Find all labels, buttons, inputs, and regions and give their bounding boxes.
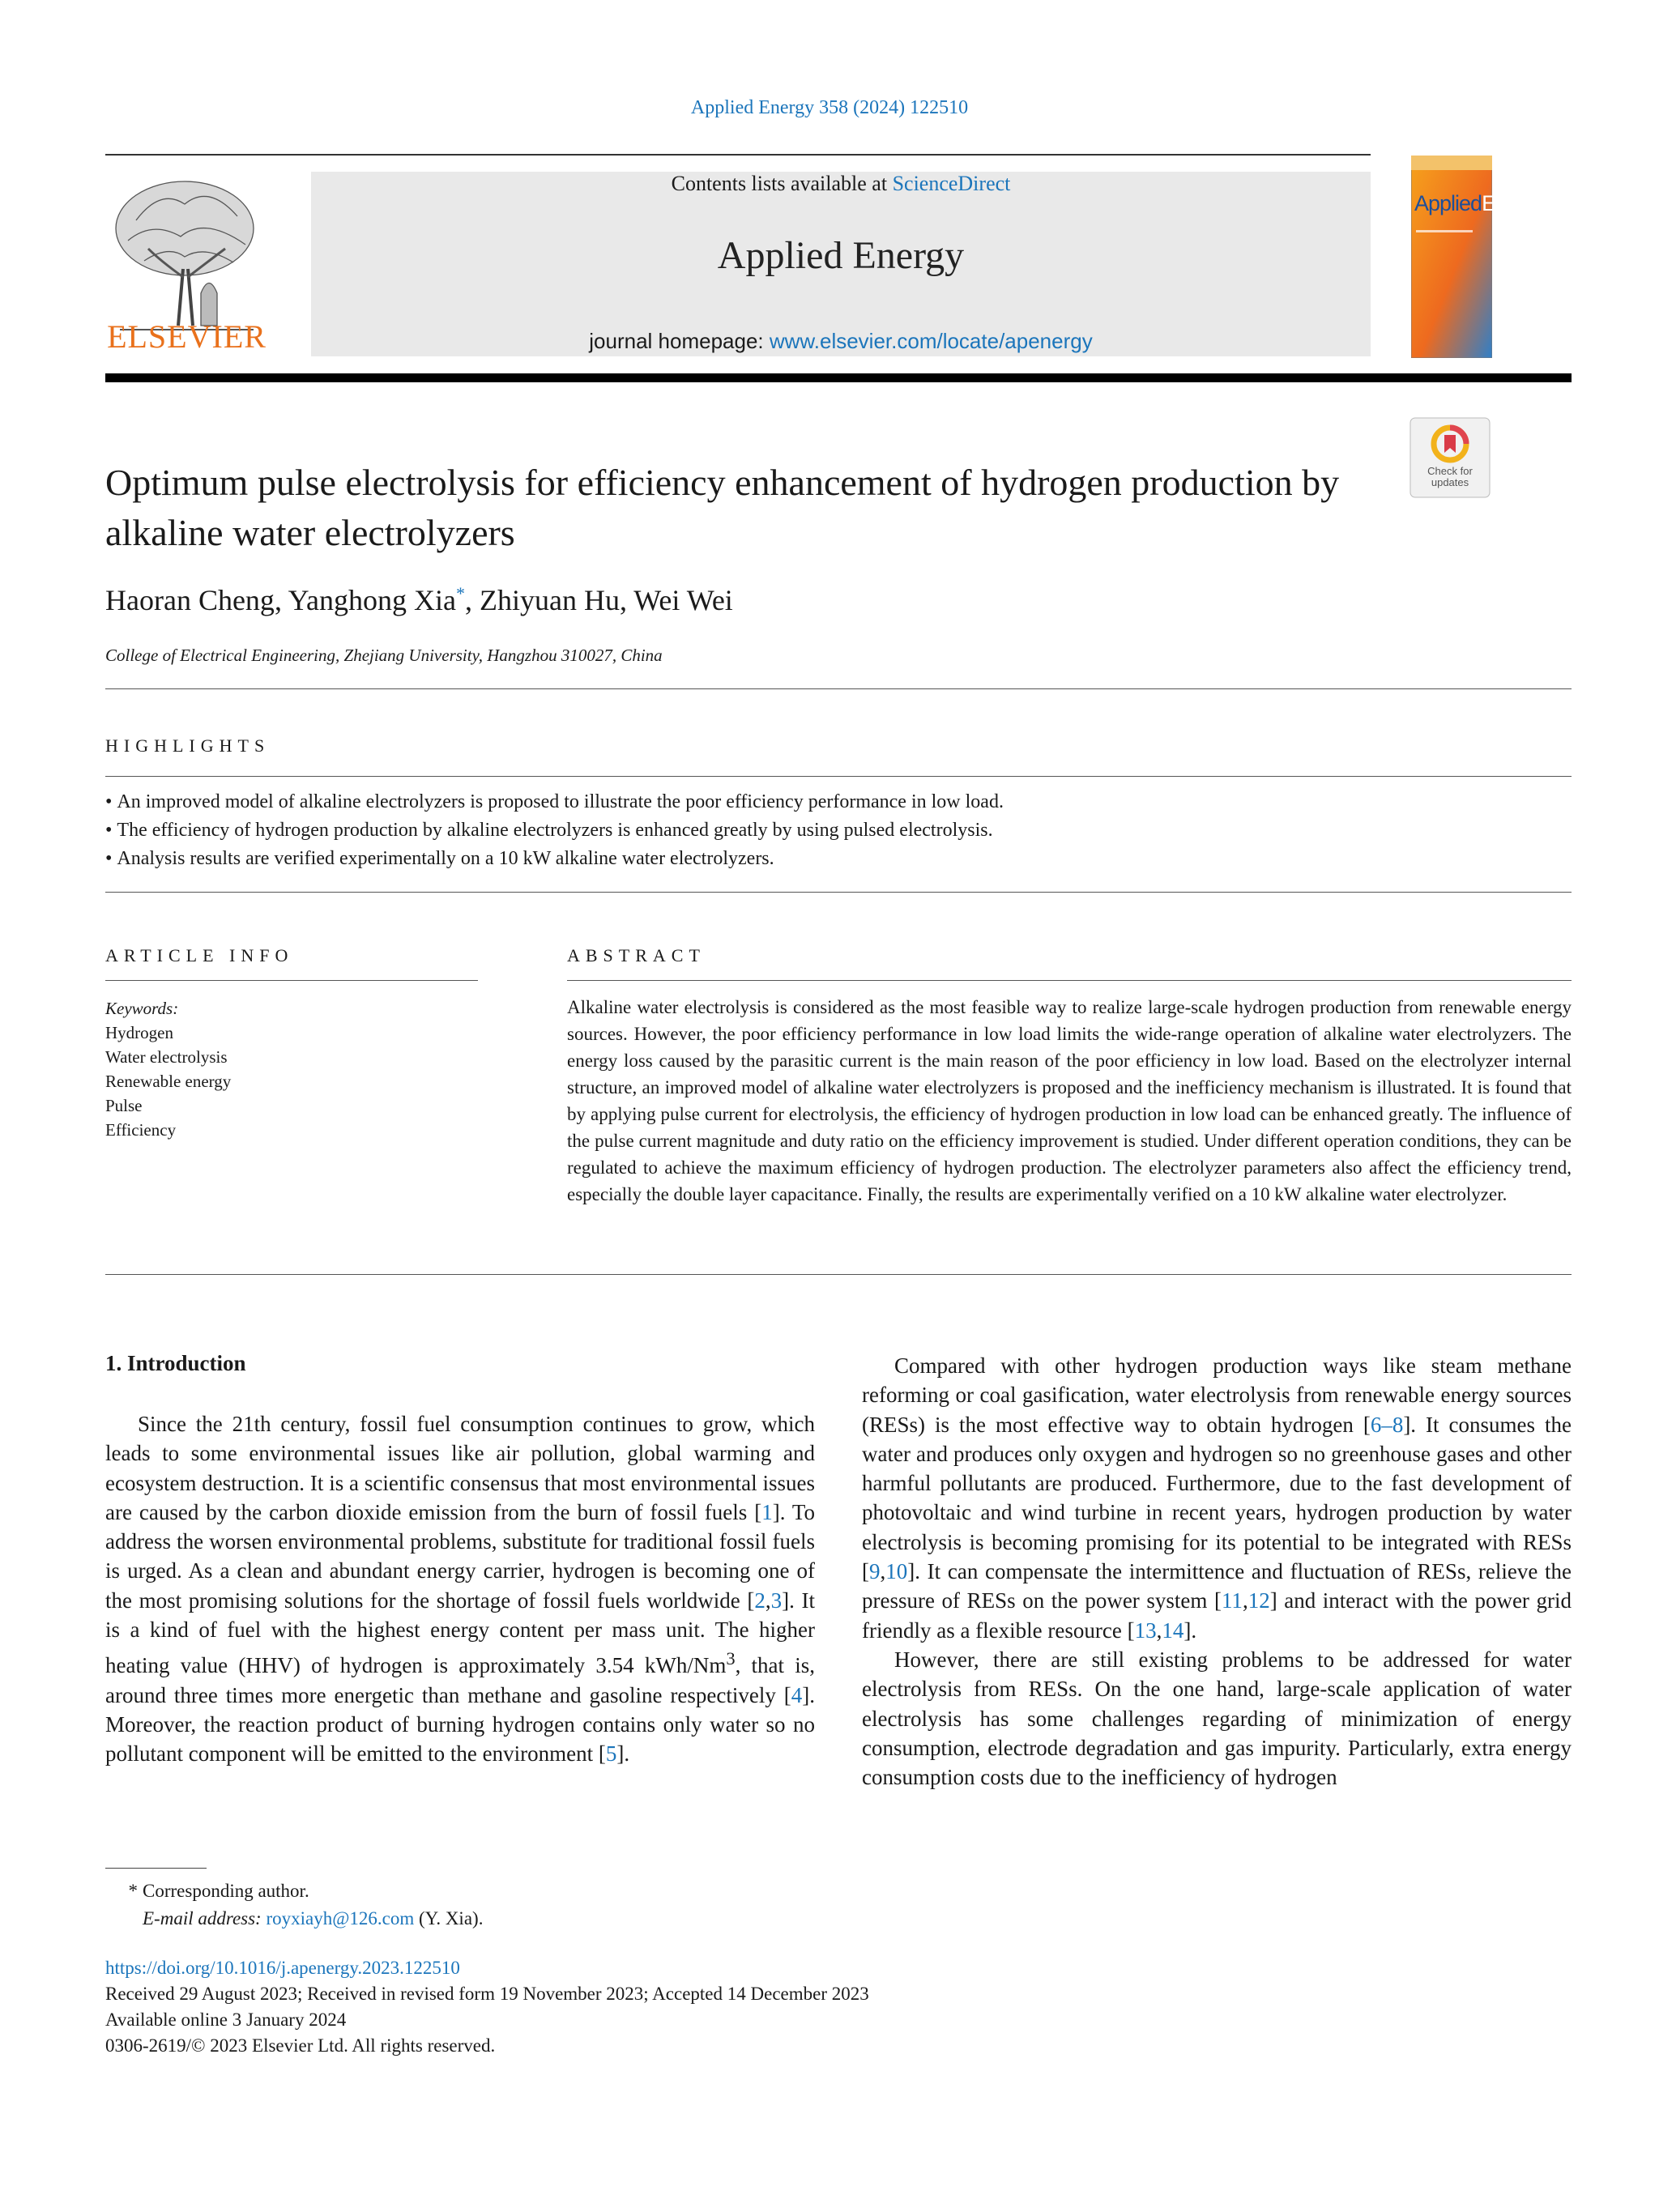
email-label: E-mail address: xyxy=(143,1908,262,1929)
text-run: ]. Moreover, the reaction product of burning hydrogen contains only water so no pollutant component will be emitted to the environment [ xyxy=(105,1682,815,1767)
citation-link[interactable]: 5 xyxy=(605,1741,617,1767)
journal-title: Applied Energy xyxy=(717,234,965,277)
abstract-heading: ABSTRACT xyxy=(567,945,706,965)
cover-image-icon xyxy=(1411,156,1492,358)
divider xyxy=(105,1274,1572,1275)
contents-prefix: Contents lists available at xyxy=(671,172,893,195)
check-label-line-2: updates xyxy=(1431,476,1469,488)
text-run: ]. It can compensate the intermittence and fluctuation of RESs, relieve the pressure of RESs on the power system [ xyxy=(862,1559,1572,1613)
check-for-updates-badge[interactable] xyxy=(1410,417,1491,498)
citation-link[interactable]: 14 xyxy=(1162,1617,1184,1643)
author-name[interactable]: Wei Wei xyxy=(633,584,733,616)
check-label-line-1: Check for xyxy=(1427,465,1473,477)
cover-title-b: Energy xyxy=(1482,191,1546,215)
author-separator: , xyxy=(464,584,480,616)
article-title: Optimum pulse electrolysis for efficiency enhancement of hydrogen production by alkaline water electrolyzers xyxy=(105,462,1340,553)
article-info-heading: ARTICLE INFO xyxy=(105,945,294,965)
author-name[interactable]: Zhiyuan Hu xyxy=(479,584,620,616)
intro-column-left xyxy=(105,1409,815,1769)
author-list xyxy=(105,583,733,617)
highlight-item: • An improved model of alkaline electrolyzers is proposed to illustrate the poor efficiency performance in low load. xyxy=(105,788,1572,816)
available-online: Available online 3 January 2024 xyxy=(105,2010,347,2030)
affiliation: College of Electrical Engineering, Zhejiang University, Hangzhou 310027, China xyxy=(105,646,663,665)
journal-cover-thumbnail[interactable] xyxy=(1411,156,1546,358)
text-run: ]. It consumes the water and produces only oxygen and hydrogen so no greenhouse gases and other harmful pollutants are produced. Furthermore, due to the fast development of photovoltaic and wind turbine in recent years, hydrogen production by water electrolysis is becoming promising for its potential to be integrated with RESs [ xyxy=(862,1412,1572,1584)
citation-link[interactable]: 10 xyxy=(885,1559,908,1584)
citation-link[interactable]: 2 xyxy=(754,1588,766,1613)
text-run: ]. To address the worsen environmental problems, substitute for traditional fossil fuels is urged. As a clean and abundant energy carrier, hydrogen is becoming one of the most promising solutions for the shortage of fossil fuels worldwide [ xyxy=(105,1499,815,1613)
text-run: , xyxy=(1156,1617,1162,1643)
highlights-heading: HIGHLIGHTS xyxy=(105,735,271,756)
footnote-mark: * xyxy=(128,1881,138,1901)
homepage-line xyxy=(311,329,1371,354)
text-run: , xyxy=(1242,1588,1248,1613)
intro-paragraph: However, there are still existing problems to be addressed for water electrolysis from RESs. On the one hand, large-scale application of water electrolysis has some challenges regarding of minimization of energy consumption, electrode degradation and gas impurity. Particularly, extra energy consumption costs due to the inefficiency of hydrogen xyxy=(862,1647,1572,1790)
email-suffix: (Y. Xia). xyxy=(414,1908,484,1929)
text-run: Since the 21th century, fossil fuel consumption continues to grow, which leads to some environmental issues like air pollution, global warming and ecosystem destruction. It is a scientific consensus that most environmental issues are caused by the carbon dioxide emission from the burn of fossil fuels [ xyxy=(105,1412,815,1524)
text-run: Compared with other hydrogen production ways like steam methane reforming or coal gasification, water electrolysis from renewable energy sources (RESs) is the most effective way to obtain hydrogen [ xyxy=(862,1353,1572,1437)
keyword: Hydrogen xyxy=(105,1023,173,1042)
intro-paragraph xyxy=(862,1351,1572,1645)
citation-link[interactable]: 12 xyxy=(1247,1588,1270,1613)
text-run: , xyxy=(765,1588,771,1613)
sciencedirect-link[interactable]: ScienceDirect xyxy=(892,172,1011,195)
highlights-list xyxy=(105,788,1572,873)
email-link[interactable]: royxiayh@126.com xyxy=(266,1908,415,1929)
author-separator: , xyxy=(619,584,634,616)
intro-paragraph xyxy=(105,1409,815,1769)
elsevier-wordmark: ELSEVIER xyxy=(107,318,267,355)
keywords-label: Keywords: xyxy=(105,999,179,1018)
citation-link[interactable]: 3 xyxy=(770,1588,783,1613)
elsevier-logo xyxy=(104,172,270,358)
text-run: ]. xyxy=(616,1741,630,1767)
superscript: 3 xyxy=(726,1648,736,1669)
contents-line xyxy=(311,172,1371,196)
divider xyxy=(105,776,1572,777)
citation-link[interactable]: 11 xyxy=(1221,1588,1243,1613)
copyright-line: 0306-2619/© 2023 Elsevier Ltd. All rights reserved. xyxy=(105,2035,496,2056)
highlight-item: • Analysis results are verified experimentally on a 10 kW alkaline water electrolyzers. xyxy=(105,845,1572,873)
text-run: ]. It is a kind of fuel with the highest energy content per mass unit. The higher heating value (HHV) of hydrogen is approximately 3.54 kWh/Nm xyxy=(105,1588,816,1678)
citation-link[interactable]: 1 xyxy=(761,1499,773,1524)
check-label xyxy=(1410,466,1491,488)
highlight-item: • The efficiency of hydrogen production by alkaline electrolyzers is enhanced greatly by using pulsed electrolysis. xyxy=(105,816,1572,845)
citation-link[interactable]: 4 xyxy=(791,1682,803,1707)
intro-column-right xyxy=(862,1351,1572,1792)
header-top-rule xyxy=(105,154,1371,156)
text-run: , xyxy=(880,1559,886,1584)
doi-link[interactable]: https://doi.org/10.1016/j.apenergy.2023.122510 xyxy=(105,1958,460,1978)
author-separator: , xyxy=(274,584,288,616)
journal-reference-link[interactable]: Applied Energy 358 (2024) 122510 xyxy=(690,97,969,118)
keyword: Renewable energy xyxy=(105,1072,232,1091)
divider xyxy=(567,980,1572,981)
homepage-prefix: journal homepage: xyxy=(589,329,770,353)
cover-title xyxy=(1414,191,1546,216)
footnote-rule xyxy=(105,1868,207,1869)
divider xyxy=(105,980,478,981)
text-run: ]. xyxy=(1183,1617,1197,1643)
footnote xyxy=(105,1877,483,1933)
cover-title-a: Applied xyxy=(1414,191,1482,215)
homepage-link[interactable]: www.elsevier.com/locate/apenergy xyxy=(769,329,1093,353)
author-name[interactable]: Yanghong Xia xyxy=(288,584,456,616)
text-run: , that is, around three times more energetic than methane and gasoline respectively [ xyxy=(105,1653,816,1707)
text-run: ] and interact with the power grid friendly as a flexible resource [ xyxy=(862,1588,1572,1643)
section-heading-introduction: 1. Introduction xyxy=(105,1351,246,1375)
publication-metadata xyxy=(105,1955,869,2059)
received-dates: Received 29 August 2023; Received in revised form 19 November 2023; Accepted 14 December 2023 xyxy=(105,1984,869,2004)
citation-link[interactable]: 9 xyxy=(869,1559,881,1584)
keywords-block xyxy=(105,996,231,1142)
masthead-thick-rule xyxy=(105,373,1572,382)
keyword: Pulse xyxy=(105,1096,143,1115)
citation-link[interactable]: 13 xyxy=(1134,1617,1157,1643)
divider xyxy=(105,688,1572,689)
divider xyxy=(105,892,1572,893)
citation-link[interactable]: 6–8 xyxy=(1370,1412,1404,1437)
abstract-text: Alkaline water electrolysis is considered as the most feasible way to realize large-scale hydrogen production from renewable energy sources. However, the poor efficiency performance in low load limits the wide-range operation of alkaline water electrolyzers. The energy loss caused by the parasitic current is the main reason of the poor efficiency in low load. Based on the electrolyzer internal structure, an improved model of alkaline water electrolyzers is proposed and the inefficiency mechanism is illustrated. It is found that by applying pulse current for electrolysis, the efficiency of hydrogen production in low load can be enhanced greatly. The influence of the pulse current magnitude and duty ratio on the efficiency improvement is studied. Under different operation conditions, they can be regulated to achieve the maximum efficiency of hydrogen production. The electrolyzer parameters also affect the efficiency trend, especially the double layer capacitance. Finally, the results are experimentally verified on a 10 kW alkaline water electrolyzer. xyxy=(567,997,1572,1204)
corresponding-author-mark[interactable]: * xyxy=(455,583,465,603)
corresponding-author-note: Corresponding author. xyxy=(143,1881,309,1901)
keyword: Efficiency xyxy=(105,1120,177,1140)
author-name[interactable]: Haoran Cheng xyxy=(105,584,275,616)
keyword: Water electrolysis xyxy=(105,1047,228,1067)
